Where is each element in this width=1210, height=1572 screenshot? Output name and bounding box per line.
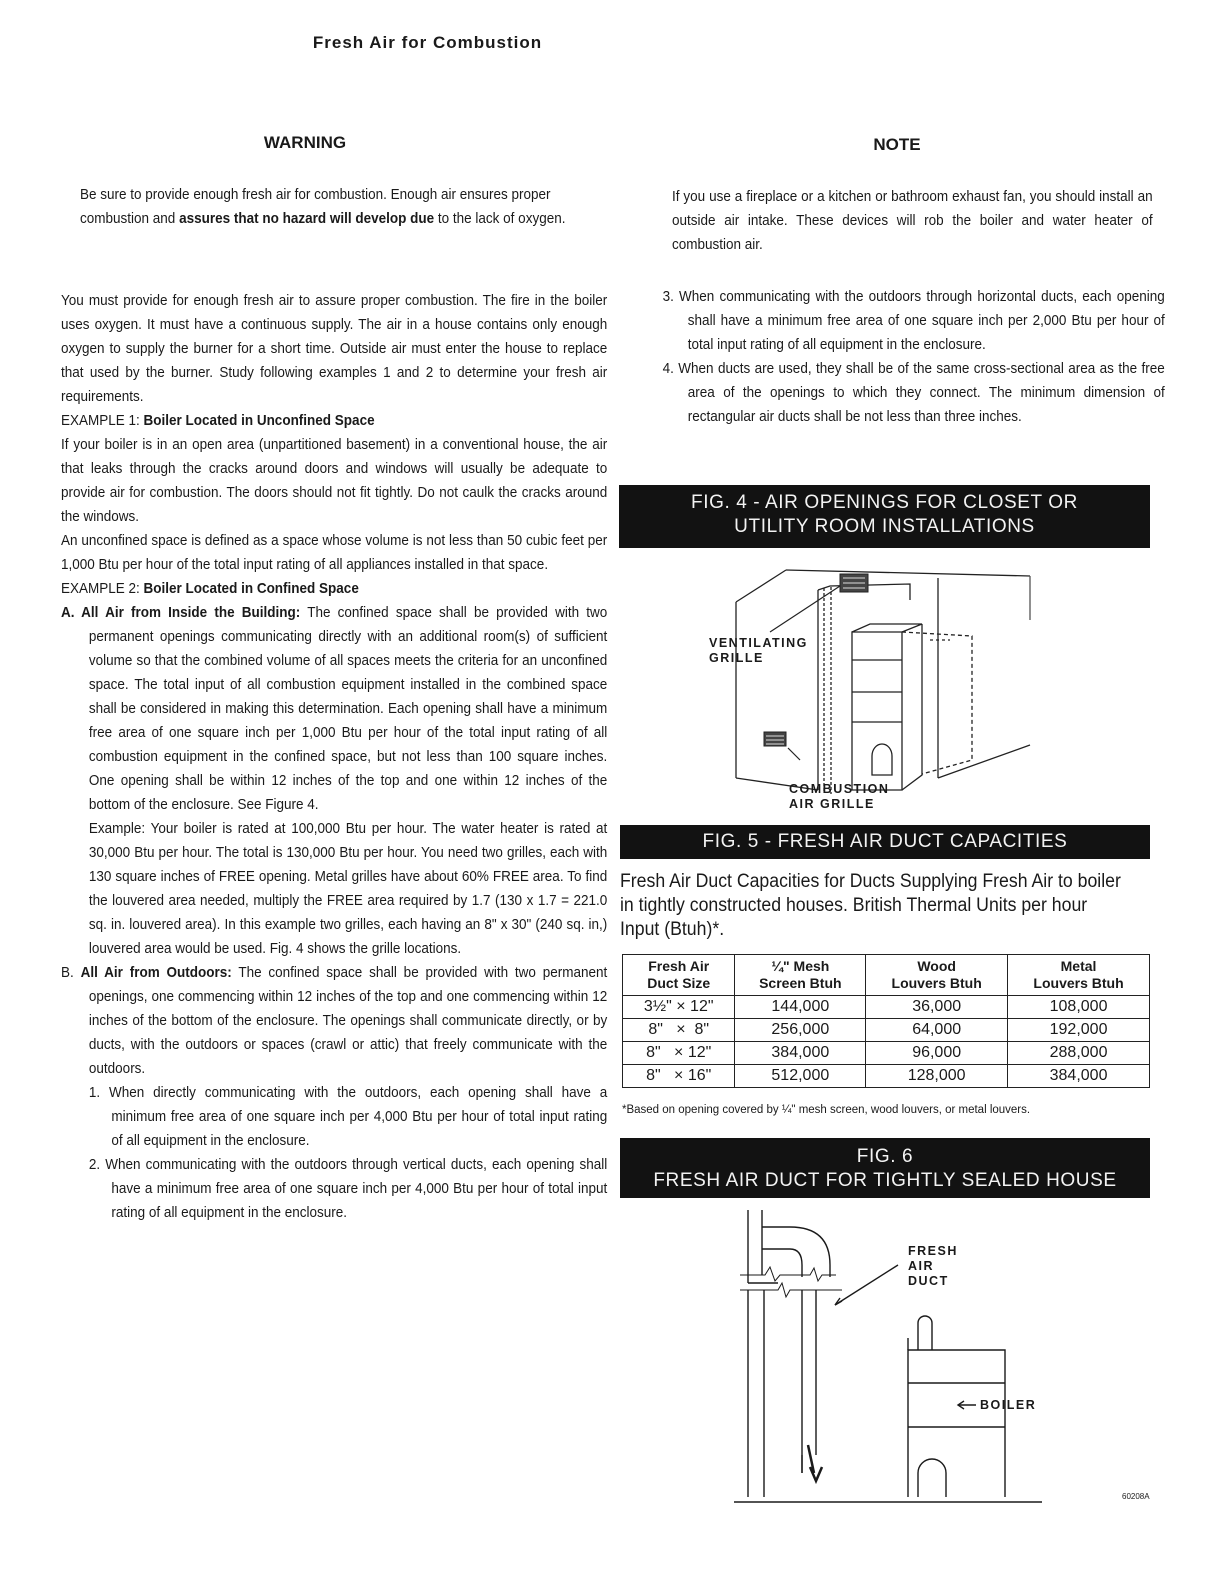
- table-row: [623, 1065, 1150, 1088]
- example1-paragraph: If your boiler is in an open area (unpartitioned basement) in a conventional house, the air that leaks through the cracks around doors and windows will usually be adequate to provide air for combustion. The doors should not fit tightly. Do not caulk the cracks around the windows.: [61, 436, 608, 525]
- example1-heading: [61, 409, 607, 433]
- fig6-title-line2: FRESH AIR DUCT FOR TIGHTLY SEALED HOUSE: [653, 1170, 1117, 1191]
- header-text: Screen Btuh: [759, 975, 842, 991]
- fig5-title-bar: FIG. 5 - FRESH AIR DUCT CAPACITIES: [620, 825, 1150, 859]
- warning-text-part: Be sure to provide enough fresh air for combustion. Enough air ensures proper combustion and: [80, 186, 551, 227]
- intro-paragraph: You must provide for enough fresh air to assure proper combustion. The fire in the boiler uses oxygen. It must have a continuous supply. The air in a house contains only enough oxygen to supply the burner for a short time. Outside air must enter the house to replace that used by the burner. Study following examples 1 and 2 to determine your fresh air requirements.: [61, 292, 608, 405]
- fig6-title-bar: [620, 1138, 1150, 1198]
- fig4-title-line1: FIG. 4 - AIR OPENINGS FOR CLOSET OR: [691, 492, 1078, 513]
- fig4-title-bar: [619, 485, 1150, 548]
- table-cell: 3½" × 12": [623, 996, 735, 1019]
- fig4-label-comb-line1: COMBUSTION: [789, 782, 890, 796]
- left-column: [61, 289, 607, 1225]
- section-a-example: Example: Your boiler is rated at 100,000 Btu per hour. The water heater is rated at 30,000 Btu per hour. The total is 130,000 Btu per hour. You need two grilles, each with 130 square inches of FREE opening. Metal grilles have about 60% FREE area. To find the louvered area needed, multiply the FREE area required by 1.7 (130 x 1.7 = 221.0 sq. in. louvered area). In this example two grilles, each having an 8" x 30" (240 sq. in,) louvered area would be used. Fig. 4 shows the grille locations.: [88, 820, 608, 957]
- table-header-wood: [866, 955, 1008, 996]
- table-cell: 8" × 16": [623, 1065, 735, 1088]
- fig4-label-vent-line2: GRILLE: [709, 651, 764, 665]
- fig6-duct-diagram: [730, 1205, 1050, 1505]
- fig4-label-combustion-grille: [789, 782, 889, 812]
- table-cell: 96,000: [866, 1042, 1008, 1065]
- fig5-capacity-table: [622, 954, 1150, 1088]
- section-a: [61, 601, 607, 817]
- header-text: Fresh Air: [648, 958, 710, 974]
- section-a-label: A. All Air from Inside the Building:: [61, 604, 301, 621]
- table-header-row: [623, 955, 1150, 996]
- example1-label: EXAMPLE 1:: [61, 412, 144, 429]
- fig6-title-line1: FIG. 6: [856, 1146, 914, 1167]
- warning-text: [80, 183, 607, 231]
- unconfined-definition: An unconfined space is defined as a space whose volume is not less than 50 cubic feet per 1,000 Btu per hour of the total input rating of all appliances installed in that space.: [61, 532, 608, 573]
- table-row: [623, 1019, 1150, 1042]
- section-b-prefix: B.: [61, 964, 81, 981]
- table-header-metal: [1008, 955, 1150, 996]
- note-text: If you use a fireplace or a kitchen or bathroom exhaust fan, you should install an outside air intake. These devices will rob the boiler and water heater of combustion air.: [672, 188, 1153, 253]
- section-b: [61, 961, 607, 1081]
- list-item-3: 3. When communicating with the outdoors through horizontal ducts, each opening shall have a minimum free area of one square inch per 2,000 Btu per hour of total input rating of all equipment in the enclosure.: [662, 288, 1165, 353]
- fig4-label-vent-line1: VENTILATING: [709, 636, 808, 650]
- example2-title: Boiler Located in Confined Space: [143, 580, 359, 597]
- table-cell: 108,000: [1008, 996, 1150, 1019]
- table-cell: 64,000: [866, 1019, 1008, 1042]
- fig6-label-line: DUCT: [908, 1274, 949, 1288]
- table-cell: 8" × 8": [623, 1019, 735, 1042]
- table-cell: 192,000: [1008, 1019, 1150, 1042]
- header-text: Metal: [1060, 958, 1097, 974]
- table-row: [623, 996, 1150, 1019]
- table-cell: 288,000: [1008, 1042, 1150, 1065]
- fig5-footnote: *Based on opening covered by ¼" mesh screen, wood louvers, or metal louvers.: [622, 1104, 1031, 1116]
- fig4-label-ventilating-grille: [709, 636, 808, 666]
- table-cell: 144,000: [735, 996, 866, 1019]
- fig4-title-line2: UTILITY ROOM INSTALLATIONS: [734, 516, 1035, 537]
- table-cell: 512,000: [735, 1065, 866, 1088]
- note-heading: NOTE: [873, 135, 921, 154]
- section-b-text: The confined space shall be provided with two permanent openings, one commencing within 12 inches of the top and one commencing within 12 inches of the bottom of the enclosure. The openings shall communicate directly, or by ducts, with the outdoors or spaces (crawl or attic) that freely communicate with the outdoors.: [88, 964, 608, 1077]
- header-text: Duct Size: [647, 975, 711, 991]
- fig6-label-line: FRESH: [908, 1244, 958, 1258]
- section-b-label: All Air from Outdoors:: [80, 964, 232, 981]
- header-text: Louvers Btuh: [1033, 975, 1124, 991]
- table-header-duct-size: [623, 955, 735, 996]
- list-item-2: 2. When communicating with the outdoors through vertical ducts, each opening shall have a minimum free area of one square inch per 4,000 Btu per hour of total input rating of all equipment in the enclosure.: [88, 1156, 608, 1221]
- table-cell: 8" × 12": [623, 1042, 735, 1065]
- fig6-label-boiler: BOILER: [980, 1398, 1037, 1412]
- table-row: [623, 1042, 1150, 1065]
- fig6-label-line: AIR: [908, 1259, 935, 1273]
- list-item-1: 1. When directly communicating with the outdoors, each opening shall have a minimum free area of one square inch per 4,000 Btu per hour of total input rating of all equipment in the enclosure.: [88, 1084, 608, 1149]
- table-cell: 128,000: [866, 1065, 1008, 1088]
- right-column-list: [659, 285, 1165, 429]
- fig6-label-fresh-air-duct: [908, 1244, 958, 1289]
- table-cell: 384,000: [1008, 1065, 1150, 1088]
- header-text: Wood: [917, 958, 956, 974]
- warning-text-part: to the lack of oxygen.: [434, 210, 566, 227]
- warning-heading: WARNING: [263, 133, 347, 152]
- fig4-label-comb-line2: AIR GRILLE: [789, 797, 875, 811]
- header-text: ¼" Mesh: [771, 958, 830, 974]
- table-cell: 36,000: [866, 996, 1008, 1019]
- section-a-text: The confined space shall be provided with two permanent openings communicating directly with an additional room(s) of sufficient volume so that the combined volume of all spaces meets the criteria for an unconfined space. The total input of all combustion equipment installed in the combined space shall be considered in making this determination. Each opening shall have a minimum free area of one square inch per 1,000 Btu per hour of the total input rating of all combustion equipment in the confined space, but not less than 100 square inches. One opening shall be within 12 inches of the top and one within 12 inches of the bottom of the enclosure. See Figure 4.: [88, 604, 608, 813]
- figure-code: 60208A: [1122, 1492, 1150, 1501]
- page-title: Fresh Air for Combustion: [312, 33, 543, 52]
- list-item-4: 4. When ducts are used, they shall be of the same cross-sectional area as the free area of the openings to which they connect. The minimum dimension of rectangular air ducts shall be not less than three inches.: [662, 360, 1165, 425]
- table-header-mesh: [735, 955, 866, 996]
- fig5-caption: Fresh Air Duct Capacities for Ducts Supplying Fresh Air to boiler in tightly constructed houses. British Thermal Units per hour Input (Btuh)*.: [620, 871, 1121, 940]
- table-cell: 256,000: [735, 1019, 866, 1042]
- table-cell: 384,000: [735, 1042, 866, 1065]
- header-text: Louvers Btuh: [891, 975, 982, 991]
- fig4-closet-diagram: [700, 560, 1040, 815]
- warning-text-bold: assures that no hazard will develop due: [179, 210, 435, 227]
- example2-label: EXAMPLE 2:: [61, 580, 144, 597]
- example2-heading: [61, 577, 607, 601]
- example1-title: Boiler Located in Unconfined Space: [143, 412, 375, 429]
